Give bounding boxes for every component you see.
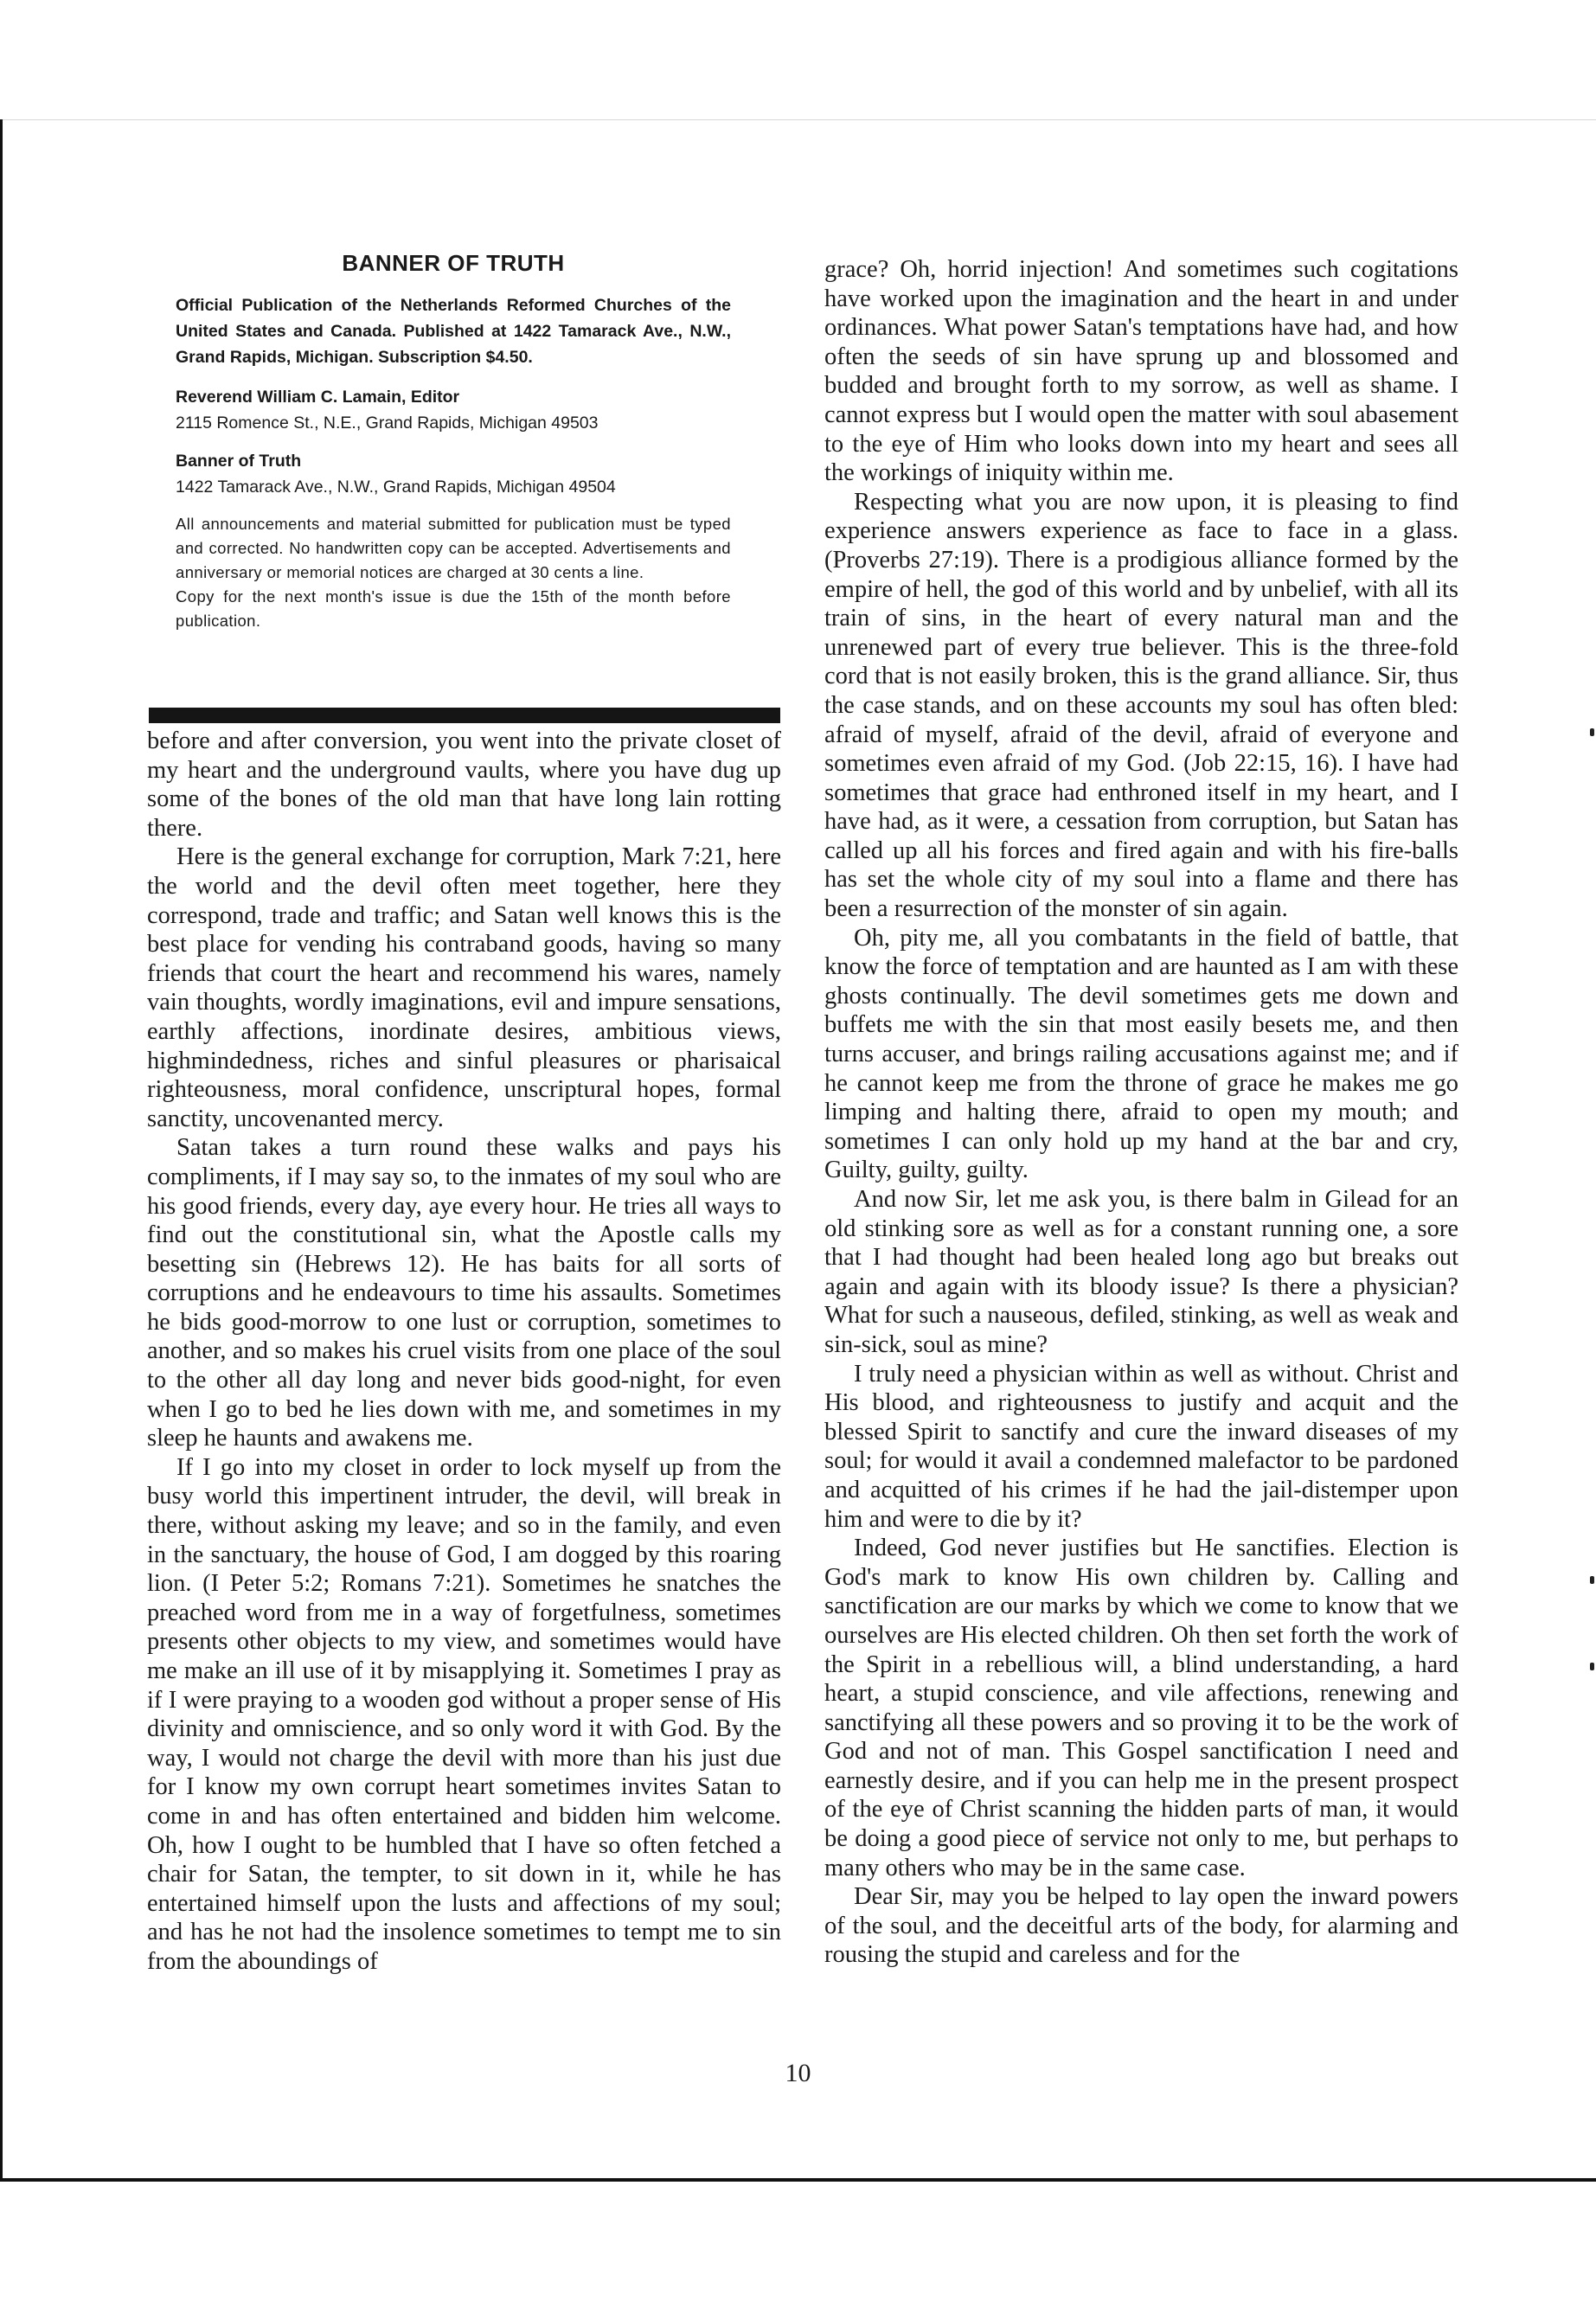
paragraph: Oh, pity me, all you combatants in the field of battle, that know the force of temptation and are haunted as I am with these ghosts continually. The devil sometimes gets me down and buffets me with the sin that most easily besets me, and then turns accuser, and brings railing accusations against me; and if he cannot keep me from the throne of grace he makes me go limping and halting there, afraid to open my mouth; and sometimes I can only hold up my hand at the bar and cry, Guilty, guilty, guilty. <box>824 924 1458 1184</box>
paragraph: Indeed, God never justifies but He sanctifies. Election is God's mark to know His own children by. Calling and sanctification are our marks by which we come to know that we ourselves are His elected children. Oh then set forth the work of the Spirit in a rebellious will, a blind understanding, a hard heart, a stupid conscience, and vile affections, renewing and sanctifying all these powers and so proving it to be the work of God and not of man. This Gospel sanctification I need and earnestly desire, and if you can help me in the present prospect of the eye of Christ scanning the hidden parts of man, it would be doing a good piece of service not only to me, but perhaps to many others who may be in the same case. <box>824 1535 1458 1881</box>
editor-block <box>176 384 731 436</box>
masthead <box>176 250 731 633</box>
scan-speck <box>1590 1576 1594 1584</box>
paragraph: Here is the general exchange for corruption, Mark 7:21, here the world and the devil often meet together, here they correspond, trade and traffic; and Satan well knows this is the best place for vending his contraband goods, having so many friends that court the heart and recommend his wares, namely vain thoughts, wordly imaginations, evil and impure sensations, earthly affections, inordinate desires, ambitious views, highmindedness, riches and sinful pleasures or pharisaical righteousness, moral confidence, unscriptural hopes, formal sanctity, uncovenanted mercy. <box>147 843 781 1132</box>
scan-speck <box>1590 728 1594 736</box>
announcements-note: All announcements and material submitted for publication must be typed and corrected. No handwritten copy can be accepted. Advertisements and anniversary or memorial notices are charged at 30 cents a line. <box>176 515 731 581</box>
top-edge-rule <box>0 119 1596 120</box>
page-number: 10 <box>785 2059 811 2087</box>
scan-speck <box>1590 1663 1594 1670</box>
bottom-page-border <box>0 2178 1596 2182</box>
office-address: 1422 Tamarack Ave., N.W., Grand Rapids, Michigan 49504 <box>176 478 616 497</box>
paragraph: I truly need a physician within as well as without. Christ and His blood, and righteousness to justify and acquit and the blessed Spirit to sanctify and cure the inward diseases of my soul; for would it avail a condemned malefactor to be pardoned and acquitted of his crimes if he had the jail-distemper upon him and were to die by it? <box>824 1360 1458 1533</box>
paragraph: If I go into my closet in order to lock myself up from the busy world this impertinent intruder, the devil, will break in there, without asking my leave; and so in the family, and even in the sanctuary, the house of God, I am dogged by this roaring lion. (I Peter 5:2; Romans 7:21). Sometimes he snatches the preached word from me in a way of forgetfulness, sometimes presents other objects to my view, and sometimes would have me make an ill use of it by misapplying it. Sometimes I pray as if I were praying to a wooden god without a proper sense of His divinity and omniscience, and so only word it with God. By the way, I would not charge the devil with more than his just due for I know my own corrupt heart sometimes invites Satan to come in and has often entertained and bidden him welcome. Oh, how I ought to be humbled that I have so often fetched a chair for Satan, the tempter, to sit down in it, while he has entertained himself upon the lusts and affections of my soul; and has he not had the insolence sometimes to tempt me to sin from the aboundings of <box>147 1453 781 1975</box>
masthead-divider-bar <box>149 708 780 723</box>
office-name: Banner of Truth <box>176 452 302 471</box>
office-block <box>176 448 731 500</box>
masthead-title: BANNER OF TRUTH <box>342 250 565 276</box>
paragraph: grace? Oh, horrid injection! And sometimes such cogitations have worked upon the imagination and the heart in and under ordinances. What power Satan's temptations have had, and how often the seeds of sin have sprung up and blossomed and budded and brought forth to my sorrow, as well as shame. I cannot express but I would open the matter with soul abasement to the eye of Him who looks down into my heart and sees all the workings of iniquity within me. <box>824 256 1458 487</box>
left-page-border <box>0 119 3 2180</box>
editor-address: 2115 Romence St., N.E., Grand Rapids, Michigan 49503 <box>176 413 599 433</box>
publication-statement: Official Publication of the Netherlands Reformed Churches of the United States and Canada. Published at 1422 Tamarack Ave., N.W., Grand Rapids, Michigan. Subscription $4.50. <box>176 296 731 367</box>
paragraph: Respecting what you are now upon, it is pleasing to find experience answers experience as face to face in a glass. (Proverbs 27:19). There is a prodigious alliance formed by the empire of hell, the god of this world and by unbelief, with all its train of sins, in the heart of every natural man and the unrenewed part of every true believer. This is the three-fold cord that is not easily broken, this is the grand alliance. Sir, thus the case stands, and on these accounts my soul has often bled: afraid of myself, afraid of the devil, afraid of everyone and sometimes even afraid of my God. (Job 22:15, 16). I have had sometimes that grace had enthroned itself in my heart, and I have had, as it were, a cessation from corruption, but Satan has called up all his forces and fired again and with his fire-balls has set the whole city of my soul into a flame and there has been a resurrection of the monster of sin again. <box>824 488 1458 923</box>
paragraph: Satan takes a turn round these walks and pays his compliments, if I may say so, to the inmates of my soul who are his good friends, every day, aye every hour. He tries all ways to find out the constitutional sin, what the Apostle calls my besetting sin (Hebrews 12). He has baits for all sorts of corruptions and he endeavours to time his assaults. Sometimes he bids good-morrow to one lust or corruption, sometimes to another, and so makes his cruel visits from one place of the soul to the other all day long and never bids good-night, for even when I go to bed he lies down with me, and sometimes in my sleep he haunts and awakens me. <box>147 1134 781 1452</box>
paragraph: Dear Sir, may you be helped to lay open the inward powers of the soul, and the deceitful arts of the body, for alarming and rousing the stupid and careless and for the <box>824 1883 1458 1969</box>
paragraph: And now Sir, let me ask you, is there balm in Gilead for an old stinking sore as well as for a constant running one, a sore that I had thought had been healed long ago but breaks out again and again with its bloody issue? Is there a physician? What for such a nauseous, defiled, stinking, as well as weak and sin-sick, soul as mine? <box>824 1186 1458 1358</box>
left-column <box>147 727 781 1977</box>
paragraph: before and after conversion, you went into the private closet of my heart and the underground vaults, where you have dug up some of the bones of the old man that have long lain rotting there. <box>147 727 781 842</box>
editor-name: Reverend William C. Lamain, Editor <box>176 388 460 407</box>
deadline-note: Copy for the next month's issue is due the 15th of the month before publication. <box>176 587 731 630</box>
right-column <box>824 255 1458 1970</box>
